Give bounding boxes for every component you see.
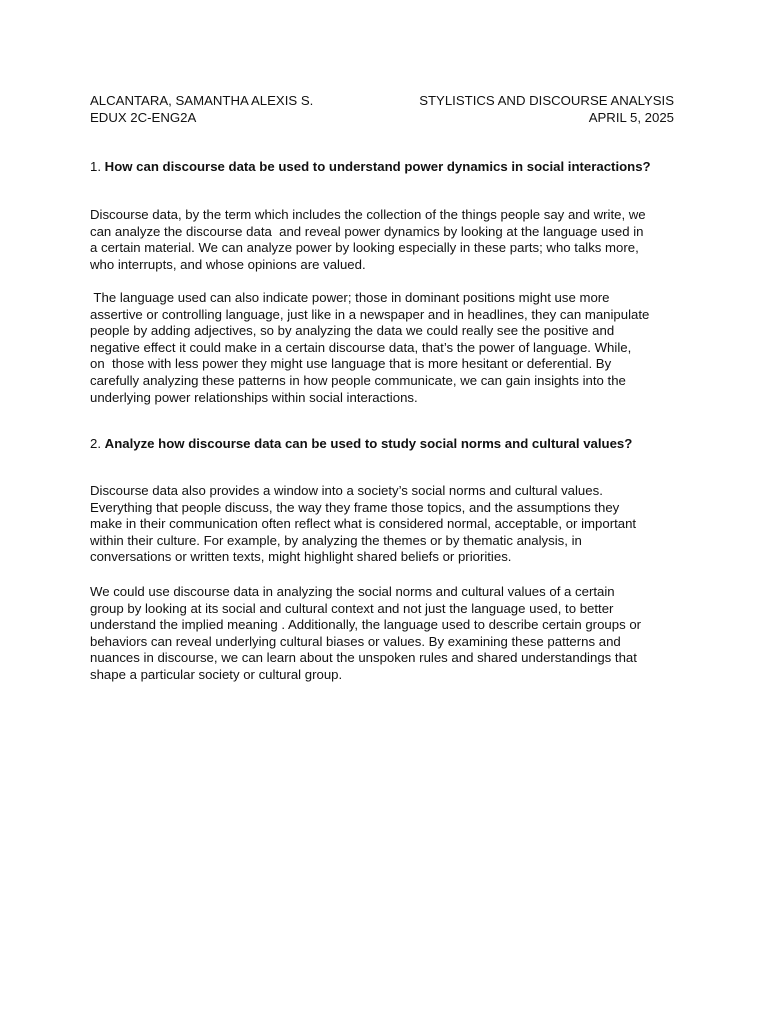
paragraph-line: The language used can also indicate power; those in dominant positions might use more xyxy=(90,290,610,305)
answer-2-paragraph-1 xyxy=(90,483,678,566)
paragraph-line: within their culture. For example, by analyzing the themes or by thematic analysis, in xyxy=(90,532,582,548)
paragraph-line: carefully analyzing these patterns in how people communicate, we can gain insights into the xyxy=(90,372,626,388)
paragraph-line: negative effect it could make in a certain discourse data, that’s the power of language. While, xyxy=(90,339,632,355)
student-name: ALCANTARA, SAMANTHA ALEXIS S. xyxy=(90,93,314,108)
paragraph-line: Discourse data, by the term which includes the collection of the things people say and write, we xyxy=(90,207,646,222)
paragraph-line: Discourse data also provides a window into a society’s social norms and cultural values. xyxy=(90,483,603,498)
question-1 xyxy=(90,159,690,176)
paragraph-line: people by adding adjectives, so by analyzing the data we could really see the positive and xyxy=(90,323,615,339)
paragraph-line: Everything that people discuss, the way they frame those topics, and the assumptions they xyxy=(90,499,620,515)
header-row-2 xyxy=(90,110,674,127)
paragraph-line: assertive or controlling language, just like in a newspaper and in headlines, they can manipulate xyxy=(90,306,650,322)
paragraph-line: on those with less power they might use language that is more hesitant or deferential. By xyxy=(90,356,612,372)
header-row-1 xyxy=(90,93,674,110)
section-code: EDUX 2C-ENG2A xyxy=(90,110,197,125)
paragraph-line: who interrupts, and whose opinions are valued. xyxy=(90,256,366,272)
paragraph-line: shape a particular society or cultural group. xyxy=(90,666,343,682)
question-2 xyxy=(90,436,690,453)
course-title: STYLISTICS AND DISCOURSE ANALYSIS xyxy=(419,93,674,108)
document-date: APRIL 5, 2025 xyxy=(588,110,674,125)
paragraph-line: conversations or written texts, might highlight shared beliefs or priorities. xyxy=(90,549,512,565)
paragraph-line: We could use discourse data in analyzing the social norms and cultural values of a certain xyxy=(90,584,615,599)
question-text: Analyze how discourse data can be used to study social norms and cultural values? xyxy=(104,436,633,451)
question-text: How can discourse data be used to understand power dynamics in social interactions? xyxy=(104,159,651,174)
paragraph-line: underlying power relationships within social interactions. xyxy=(90,389,418,405)
paragraph-line: understand the implied meaning . Additionally, the language used to describe certain groups or xyxy=(90,617,642,633)
answer-1-paragraph-2 xyxy=(90,290,678,406)
paragraph-line: nuances in discourse, we can learn about the unspoken rules and shared understandings that xyxy=(90,650,637,666)
question-number: 1. xyxy=(90,159,101,174)
paragraph-line: behaviors can reveal underlying cultural biases or values. By examining these patterns and xyxy=(90,633,621,649)
paragraph-line: a certain material. We can analyze power by looking especially in these parts; who talks more, xyxy=(90,240,639,256)
paragraph-line: make in their communication often reflect what is considered normal, acceptable, or important xyxy=(90,516,637,532)
answer-2-paragraph-2 xyxy=(90,584,678,684)
paragraph-line: can analyze the discourse data and reveal power dynamics by looking at the language used in xyxy=(90,223,644,239)
question-number: 2. xyxy=(90,436,101,451)
paragraph-line: group by looking at its social and cultural context and not just the language used, to better xyxy=(90,600,614,616)
answer-1-paragraph-1 xyxy=(90,207,678,273)
